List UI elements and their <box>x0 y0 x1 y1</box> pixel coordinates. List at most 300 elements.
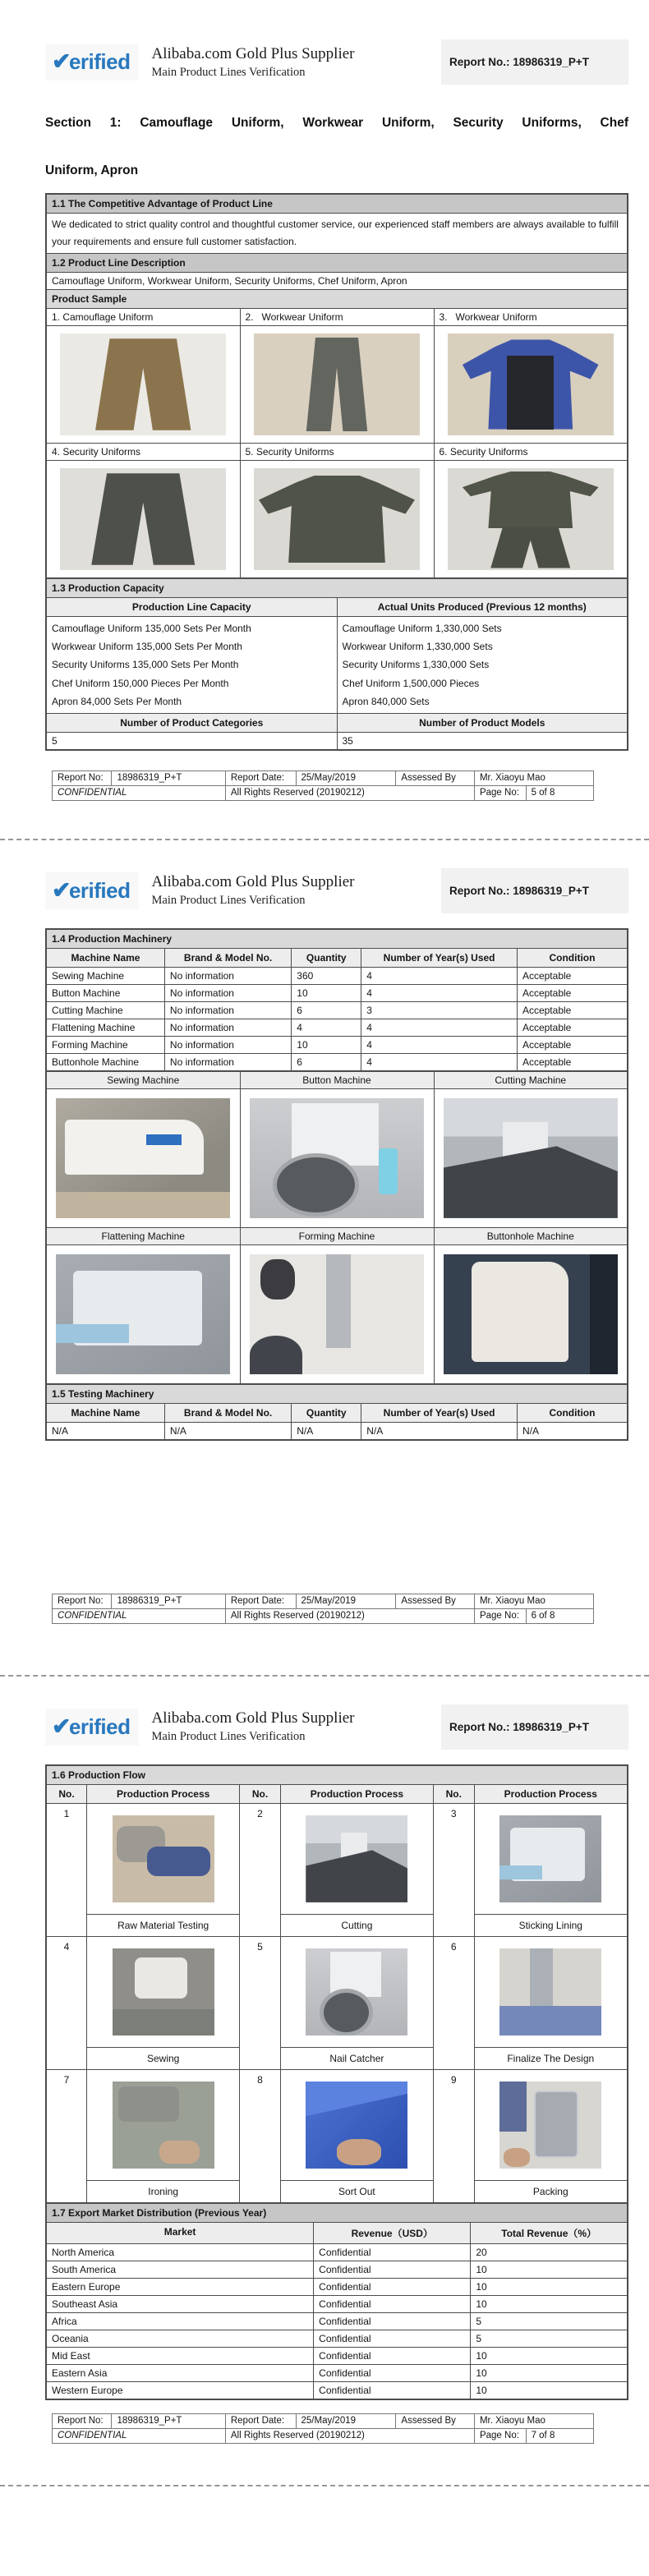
footer-page-no: 5 of 8 <box>526 785 593 800</box>
footer-rights: All Rights Reserved (20190212) <box>225 2428 474 2443</box>
flow-step-no: 4 <box>46 1936 87 2069</box>
report-page-3 <box>0 1704 649 2444</box>
machine-photo-label: Button Machine <box>240 1071 434 1089</box>
flow-photo-wrap <box>87 1937 239 2047</box>
footer-report-no-label: Report No: <box>53 770 112 785</box>
machinery-cell: Flattening Machine <box>46 1019 164 1036</box>
market-cell: Mid East <box>46 2347 314 2364</box>
capacity-line: Chef Uniform 150,000 Pieces Per Month <box>52 677 229 689</box>
machine-photo-label: Flattening Machine <box>46 1227 240 1244</box>
machinery-cell: No information <box>164 967 291 984</box>
testing-column-header: Condition <box>517 1403 628 1422</box>
actual-units-line: Chef Uniform 1,500,000 Pieces <box>342 677 480 689</box>
machine-photo-cell <box>240 1088 434 1227</box>
flow-step-label: Raw Material Testing <box>87 1914 239 1936</box>
capacity-column-header: Actual Units Produced (Previous 12 months) <box>337 598 628 617</box>
machinery-cell: No information <box>164 984 291 1001</box>
actual-units-line: Security Uniforms 1,330,000 Sets <box>342 659 490 671</box>
page-header <box>45 39 628 85</box>
machine-photo-cell <box>434 1088 628 1227</box>
sample-label: 1. Camouflage Uniform <box>46 309 240 326</box>
photo-ironing <box>113 2082 214 2169</box>
machine-photo-label: Cutting Machine <box>434 1071 628 1089</box>
product-sample-header: Product Sample <box>46 290 628 309</box>
page-break-divider <box>0 1675 649 1677</box>
photo-security-uniform-jacket <box>254 468 420 570</box>
machinery-cell: Acceptable <box>517 984 628 1001</box>
capacity-line: Security Uniforms 135,000 Sets Per Month <box>52 659 239 671</box>
machine-photo-cell <box>46 1244 240 1384</box>
header-titles <box>152 873 355 908</box>
photo-shape <box>306 2082 407 2116</box>
photo-shape <box>444 1146 618 1218</box>
machinery-row <box>46 1053 628 1071</box>
market-cell: South America <box>46 2261 314 2278</box>
photo-shape <box>260 1259 295 1300</box>
flow-step-cell <box>87 2069 240 2203</box>
machinery-cell: 360 <box>292 967 361 984</box>
machinery-cell: Cutting Machine <box>46 1001 164 1019</box>
revenue-cell: Confidential <box>314 2347 471 2364</box>
machine-photo-cell <box>240 1244 434 1384</box>
page-break-divider <box>0 839 649 840</box>
page-header <box>45 868 628 913</box>
verified-logo <box>45 44 139 80</box>
footer-page-no-label: Page No: <box>474 785 526 800</box>
report-subtitle: Main Product Lines Verification <box>151 1730 306 1744</box>
actual-units-line: Apron 840,000 Sets <box>342 695 430 707</box>
header-titles <box>152 45 355 80</box>
footer-report-date-label: Report Date: <box>225 1594 296 1608</box>
footer-report-date-label: Report Date: <box>225 770 296 785</box>
market-cell: Oceania <box>46 2330 314 2347</box>
machinery-cell: Acceptable <box>517 967 628 984</box>
total-revenue-cell: 20 <box>471 2243 628 2261</box>
sample-photo-cell <box>46 461 240 579</box>
machinery-cell: No information <box>164 1053 291 1071</box>
flow-step-no: 6 <box>434 1936 475 2069</box>
photo-shape <box>65 1120 205 1175</box>
capacity-column-header: Production Line Capacity <box>46 598 337 617</box>
testing-column-header: Number of Year(s) Used <box>361 1403 518 1422</box>
flow-step-cell <box>87 1936 240 2069</box>
machinery-cell: No information <box>164 1019 291 1036</box>
sample-label: 6. Security Uniforms <box>434 444 628 461</box>
photo-shape <box>472 1262 569 1363</box>
flow-step-no: 7 <box>46 2069 87 2203</box>
photo-shape <box>113 2009 214 2036</box>
footer-confidential: CONFIDENTIAL <box>53 785 226 800</box>
section-1-7-header: 1.7 Export Market Distribution (Previous Year) <box>46 2203 628 2223</box>
footer-rights: All Rights Reserved (20190212) <box>225 1608 474 1623</box>
photo-raw-material-testing <box>113 1815 214 1902</box>
sample-photo-cell <box>434 461 628 579</box>
bottom-whitespace <box>0 2486 649 2524</box>
report-footer <box>52 1594 594 1624</box>
production-machinery-table <box>45 928 628 1072</box>
report-number-box: Report No.: 18986319_P+T <box>441 39 628 85</box>
flow-no-header: No. <box>434 1784 475 1803</box>
machine-photo-cell <box>434 1244 628 1384</box>
capacity-line: Workwear Uniform 135,000 Sets Per Month <box>52 641 242 653</box>
flow-no-header: No. <box>46 1784 87 1803</box>
total-revenue-cell: 10 <box>471 2381 628 2399</box>
machinery-cell: 4 <box>361 967 518 984</box>
machinery-cell: Acceptable <box>517 1053 628 1071</box>
machinery-row <box>46 1036 628 1053</box>
market-row <box>46 2381 628 2399</box>
photo-shape <box>84 338 203 430</box>
sample-label: 5. Security Uniforms <box>240 444 434 461</box>
photo-shape <box>590 1254 618 1374</box>
photo-shape <box>159 2141 200 2164</box>
total-revenue-cell: 10 <box>471 2364 628 2381</box>
report-footer <box>52 2413 594 2444</box>
machinery-photos-table <box>45 1070 628 1385</box>
flow-step-label: Sewing <box>87 2047 239 2069</box>
footer-assessed-by-label: Assessed By <box>396 770 475 785</box>
flow-step-label: Finalize The Design <box>475 2047 627 2069</box>
page-header <box>45 1704 628 1750</box>
revenue-column-header: Revenue（USD） <box>314 2222 471 2243</box>
flow-step-cell <box>87 1803 240 1936</box>
photo-shape <box>320 1989 374 2036</box>
footer-assessed-by-label: Assessed By <box>396 1594 475 1608</box>
machinery-row <box>46 967 628 984</box>
photo-shape <box>118 2086 179 2121</box>
flow-step-no: 1 <box>46 1803 87 1936</box>
machinery-cell: Sewing Machine <box>46 967 164 984</box>
capacity-list-cell <box>46 617 337 714</box>
machinery-cell: 4 <box>361 984 518 1001</box>
revenue-cell: Confidential <box>314 2243 471 2261</box>
photo-shape <box>499 2082 526 2132</box>
footer-page-no-label: Page No: <box>474 1608 526 1623</box>
photo-shape <box>530 1948 552 2009</box>
report-page-1 <box>0 39 649 801</box>
report-footer <box>52 770 594 801</box>
photo-workwear-uniform-shirt <box>448 334 614 435</box>
photo-camouflage-uniform <box>60 334 226 435</box>
photo-shape <box>379 1148 398 1194</box>
machinery-cell: Buttonhole Machine <box>46 1053 164 1071</box>
market-cell: Africa <box>46 2312 314 2330</box>
flow-step-cell <box>280 1803 433 1936</box>
flow-step-cell <box>474 2069 628 2203</box>
market-row <box>46 2278 628 2295</box>
photo-button-machine <box>250 1098 424 1218</box>
flow-photo-wrap <box>281 1804 433 1914</box>
footer-confidential: CONFIDENTIAL <box>53 2428 226 2443</box>
revenue-cell: Confidential <box>314 2261 471 2278</box>
capacity-line: Apron 84,000 Sets Per Month <box>52 695 182 707</box>
report-subtitle: Main Product Lines Verification <box>151 894 306 908</box>
market-row <box>46 2295 628 2312</box>
sample-label: 2. Workwear Uniform <box>240 309 434 326</box>
photo-shape <box>499 1865 542 1879</box>
photo-workwear-uniform-pants <box>254 334 420 435</box>
machinery-column-header: Machine Name <box>46 948 164 967</box>
section-1-6-header: 1.6 Production Flow <box>46 1765 628 1785</box>
check-icon: ✔ <box>52 876 71 903</box>
photo-shape <box>78 473 208 565</box>
machinery-cell: Acceptable <box>517 1001 628 1019</box>
revenue-cell: Confidential <box>314 2330 471 2347</box>
check-icon: ✔ <box>52 48 71 74</box>
machinery-row <box>46 1019 628 1036</box>
models-value: 35 <box>337 732 628 750</box>
footer-report-no: 18986319_P+T <box>112 1594 225 1608</box>
testing-column-header: Machine Name <box>46 1403 164 1422</box>
photo-cutting-machine <box>444 1098 618 1218</box>
photo-sort-out <box>306 2082 407 2169</box>
photo-forming-machine <box>250 1254 424 1374</box>
revenue-cell: Confidential <box>314 2278 471 2295</box>
header-titles <box>152 1709 355 1744</box>
actual-units-list-cell <box>337 617 628 714</box>
market-cell: Western Europe <box>46 2381 314 2399</box>
photo-nail-catcher <box>306 1948 407 2036</box>
flow-photo-wrap <box>475 1937 627 2047</box>
revenue-cell: Confidential <box>314 2364 471 2381</box>
sample-photo-cell <box>240 326 434 444</box>
flow-step-no: 3 <box>434 1803 475 1936</box>
photo-shape <box>507 356 554 429</box>
machinery-cell: 10 <box>292 1036 361 1053</box>
footer-report-date: 25/May/2019 <box>296 770 396 785</box>
testing-cell: N/A <box>292 1422 361 1440</box>
testing-cell: N/A <box>46 1422 164 1440</box>
machinery-cell: Acceptable <box>517 1019 628 1036</box>
photo-shape <box>147 1847 210 1876</box>
production-capacity-table <box>45 577 628 751</box>
flow-step-cell <box>280 1936 433 2069</box>
photo-security-uniform-pants <box>60 468 226 570</box>
footer-assessed-by-label: Assessed By <box>396 2413 475 2428</box>
flow-row <box>46 1803 628 1936</box>
photo-security-uniform-set <box>448 468 614 570</box>
verified-logo <box>45 872 139 909</box>
flow-step-no: 8 <box>240 2069 281 2203</box>
machinery-column-header: Brand & Model No. <box>164 948 291 967</box>
section-1-4-header: 1.4 Production Machinery <box>46 929 628 949</box>
machine-photo-label: Buttonhole Machine <box>434 1227 628 1244</box>
testing-cell: N/A <box>361 1422 518 1440</box>
testing-machinery-table <box>45 1383 628 1441</box>
actual-units-line: Workwear Uniform 1,330,000 Sets <box>342 641 493 653</box>
testing-cell: N/A <box>517 1422 628 1440</box>
footer-assessed-by: Mr. Xiaoyu Mao <box>474 770 593 785</box>
photo-shape <box>273 1153 359 1217</box>
check-icon: ✔ <box>52 1713 71 1739</box>
photo-shape <box>259 476 415 564</box>
machinery-cell: 6 <box>292 1053 361 1071</box>
machine-photo-cell <box>46 1088 240 1227</box>
flow-row <box>46 2069 628 2203</box>
total-revenue-cell: 10 <box>471 2347 628 2364</box>
footer-report-no-label: Report No: <box>53 2413 112 2428</box>
machinery-cell: 6 <box>292 1001 361 1019</box>
revenue-cell: Confidential <box>314 2295 471 2312</box>
section-title <box>45 116 628 178</box>
machine-photo-label: Sewing Machine <box>46 1071 240 1089</box>
market-cell: Southeast Asia <box>46 2295 314 2312</box>
testing-column-header: Brand & Model No. <box>164 1403 291 1422</box>
total-revenue-cell: 10 <box>471 2295 628 2312</box>
footer-report-date-label: Report Date: <box>225 2413 296 2428</box>
production-flow-table <box>45 1764 628 2204</box>
footer-page-no: 6 of 8 <box>526 1608 593 1623</box>
machinery-column-header: Number of Year(s) Used <box>361 948 518 967</box>
testing-row <box>46 1422 628 1440</box>
flow-photo-wrap <box>87 1804 239 1914</box>
total-revenue-column-header: Total Revenue（%） <box>471 2222 628 2243</box>
machinery-cell: No information <box>164 1001 291 1019</box>
revenue-cell: Confidential <box>314 2381 471 2399</box>
machinery-cell: Button Machine <box>46 984 164 1001</box>
photo-shape <box>135 1957 187 1999</box>
machinery-cell: Forming Machine <box>46 1036 164 1053</box>
flow-step-label: Sort Out <box>281 2180 433 2202</box>
photo-shape <box>56 1324 129 1343</box>
machine-photo-label: Forming Machine <box>240 1227 434 1244</box>
footer-page-no: 7 of 8 <box>526 2428 593 2443</box>
section-title-line1: Section 1: Camouflage Uniform, Workwear Uniform, Security Uniforms, Chef <box>45 116 628 130</box>
market-row <box>46 2261 628 2278</box>
footer-rights: All Rights Reserved (20190212) <box>225 785 474 800</box>
verified-logo-text: erified <box>68 1714 131 1739</box>
section-1-2-header: 1.2 Product Line Description <box>46 254 628 273</box>
market-row <box>46 2364 628 2381</box>
section-1-2-text: Camouflage Uniform, Workwear Uniform, Security Uniforms, Chef Uniform, Apron <box>46 273 628 290</box>
sample-label: 3. Workwear Uniform <box>434 309 628 326</box>
report-number-box: Report No.: 18986319_P+T <box>441 1704 628 1750</box>
photo-sewing-machine <box>56 1098 230 1218</box>
flow-step-label: Ironing <box>87 2180 239 2202</box>
sample-photo-cell <box>46 326 240 444</box>
machinery-cell: 4 <box>292 1019 361 1036</box>
section-1-1-header: 1.1 The Competitive Advantage of Product Line <box>46 194 628 214</box>
total-revenue-cell: 5 <box>471 2312 628 2330</box>
footer-confidential: CONFIDENTIAL <box>53 1608 226 1623</box>
revenue-cell: Confidential <box>314 2312 471 2330</box>
flow-row <box>46 1936 628 2069</box>
photo-shape <box>146 1134 181 1145</box>
flow-step-no: 9 <box>434 2069 475 2203</box>
flow-photo-wrap <box>87 2070 239 2180</box>
total-revenue-cell: 5 <box>471 2330 628 2347</box>
footer-assessed-by: Mr. Xiaoyu Mao <box>474 2413 593 2428</box>
flow-photo-wrap <box>475 1804 627 1914</box>
photo-packing <box>499 2082 601 2169</box>
photo-shape <box>534 2091 578 2158</box>
photo-shape <box>326 1254 351 1348</box>
flow-photo-wrap <box>281 2070 433 2180</box>
flow-step-no: 5 <box>240 1936 281 2069</box>
photo-cutting <box>306 1815 407 1902</box>
market-cell: North America <box>46 2243 314 2261</box>
market-column-header: Market <box>46 2222 314 2243</box>
photo-sewing <box>113 1948 214 2036</box>
report-page-2 <box>0 868 649 1624</box>
capacity-line: Camouflage Uniform 135,000 Sets Per Month <box>52 623 251 634</box>
verified-logo-text: erified <box>68 877 131 903</box>
market-cell: Eastern Asia <box>46 2364 314 2381</box>
market-row <box>46 2347 628 2364</box>
flow-step-cell <box>280 2069 433 2203</box>
report-number-box: Report No.: 18986319_P+T <box>441 868 628 913</box>
machinery-cell: Acceptable <box>517 1036 628 1053</box>
sample-photo-cell <box>240 461 434 579</box>
photo-flattening-machine <box>56 1254 230 1374</box>
photo-finalize-the-design <box>499 1948 601 2036</box>
photo-shape <box>299 338 375 431</box>
flow-step-cell <box>474 1936 628 2069</box>
market-row <box>46 2312 628 2330</box>
testing-cell: N/A <box>164 1422 291 1440</box>
machinery-cell: No information <box>164 1036 291 1053</box>
photo-shape <box>250 1336 302 1374</box>
photo-sticking-lining <box>499 1815 601 1902</box>
footer-page-no-label: Page No: <box>474 2428 526 2443</box>
models-header: Number of Product Models <box>337 713 628 732</box>
market-row <box>46 2330 628 2347</box>
report-title: Alibaba.com Gold Plus Supplier <box>151 1709 355 1727</box>
flow-process-header: Production Process <box>87 1784 240 1803</box>
footer-report-date: 25/May/2019 <box>296 2413 396 2428</box>
machinery-cell: 4 <box>361 1053 518 1071</box>
section-title-line2: Uniform, Apron <box>45 163 139 177</box>
photo-shape <box>481 527 580 568</box>
report-subtitle: Main Product Lines Verification <box>151 65 306 79</box>
photo-shape <box>56 1192 230 1218</box>
export-market-table <box>45 2202 628 2400</box>
flow-step-label: Sticking Lining <box>475 1914 627 1936</box>
market-cell: Eastern Europe <box>46 2278 314 2295</box>
flow-step-no: 2 <box>240 1803 281 1936</box>
categories-header: Number of Product Categories <box>46 713 337 732</box>
actual-units-line: Camouflage Uniform 1,330,000 Sets <box>342 623 502 634</box>
machinery-cell: 4 <box>361 1036 518 1053</box>
machinery-column-header: Condition <box>517 948 628 967</box>
footer-report-no: 18986319_P+T <box>112 770 225 785</box>
flow-no-header: No. <box>240 1784 281 1803</box>
machinery-cell: 10 <box>292 984 361 1001</box>
section-1-1-text: We dedicated to strict quality control and thoughtful customer service, our experienced staff members are always available to fulfill your requirements and ensure full customer satisfaction. <box>46 214 628 254</box>
footer-report-no-label: Report No: <box>53 1594 112 1608</box>
sample-label: 4. Security Uniforms <box>46 444 240 461</box>
product-line-table <box>45 193 628 579</box>
photo-shape <box>499 2006 601 2036</box>
report-title: Alibaba.com Gold Plus Supplier <box>151 873 355 891</box>
photo-shape <box>463 472 599 528</box>
photo-shape <box>504 2148 530 2167</box>
machinery-row <box>46 1001 628 1019</box>
machinery-row <box>46 984 628 1001</box>
verified-logo-text: erified <box>68 49 131 74</box>
machinery-cell: 4 <box>361 1019 518 1036</box>
total-revenue-cell: 10 <box>471 2261 628 2278</box>
footer-report-date: 25/May/2019 <box>296 1594 396 1608</box>
footer-assessed-by: Mr. Xiaoyu Mao <box>474 1594 593 1608</box>
section-1-3-header: 1.3 Production Capacity <box>46 578 628 598</box>
testing-column-header: Quantity <box>292 1403 361 1422</box>
categories-value: 5 <box>46 732 337 750</box>
flow-step-label: Nail Catcher <box>281 2047 433 2069</box>
machinery-column-header: Quantity <box>292 948 361 967</box>
flow-step-cell <box>474 1803 628 1936</box>
flow-step-label: Cutting <box>281 1914 433 1936</box>
